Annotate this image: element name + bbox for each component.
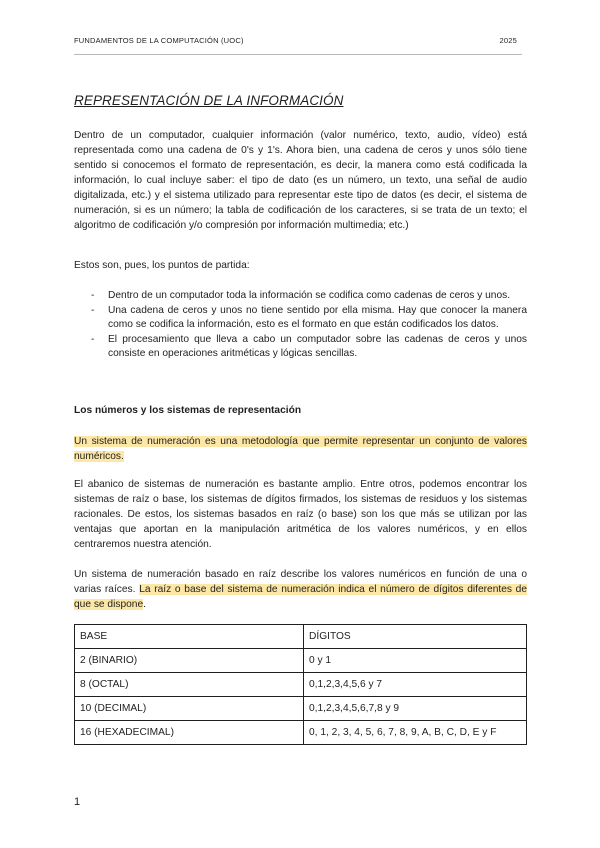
- list-item-text: El procesamiento que lleva a cabo un computador sobre las cadenas de ceros y unos consiste en operaciones aritméticas y lógicas sencillas.: [108, 333, 527, 359]
- starting-points-list: [74, 289, 527, 362]
- radix-text: Un sistema de numeración basado en raíz describe los valores numéricos en función de una o varias raíces.: [74, 569, 527, 595]
- table-cell: 0,1,2,3,4,5,6,7,8 y 9: [304, 697, 527, 721]
- list-item-text: Dentro de un computador toda la información se codifica como cadenas de ceros y unos.: [108, 290, 511, 301]
- page-number: 1: [74, 796, 81, 808]
- starting-points-paragraph: Estos son, pues, los puntos de partida:: [74, 260, 250, 271]
- bullet-dash: -: [91, 290, 95, 301]
- table-cell: 10 (DECIMAL): [75, 697, 304, 721]
- table-header-cell: BASE: [75, 625, 304, 649]
- table-cell: 8 (OCTAL): [75, 673, 304, 697]
- bullet-dash: -: [91, 333, 95, 345]
- definition-paragraph: [74, 434, 527, 464]
- list-item: [74, 289, 527, 304]
- section-title: Los números y los sistemas de representación: [74, 405, 302, 416]
- page-title: REPRESENTACIÓN DE LA INFORMACIÓN: [74, 93, 344, 108]
- highlighted-radix-definition: La raíz o base del sistema de numeración indica el número de dígitos diferentes de que se dispone: [74, 584, 527, 610]
- highlighted-definition: Un sistema de numeración es una metodología que permite representar un conjunto de valores numéricos.: [74, 436, 527, 462]
- page-header: [74, 36, 517, 48]
- table-row: [75, 721, 527, 745]
- list-item: [74, 333, 527, 362]
- radix-paragraph: [74, 567, 527, 612]
- table-row: [75, 697, 527, 721]
- list-item: [74, 304, 527, 333]
- table-row: [75, 649, 527, 673]
- table-cell: 0, 1, 2, 3, 4, 5, 6, 7, 8, 9, A, B, C, D, E y F: [304, 721, 527, 745]
- range-paragraph: El abanico de sistemas de numeración es bastante amplio. Entre otros, podemos encontrar los sistemas de raíz o base, los sistemas de dígitos firmados, los sistemas de residuos y los sistemas racionales. De estos, los sistemas basados en raíz (o base) son los que más se utilizan por las ventajas que aportan en la manipulación aritmética de los valores numéricos, y en ellos centraremos nuestra atención.: [74, 479, 527, 550]
- table-cell: 0,1,2,3,4,5,6 y 7: [304, 673, 527, 697]
- table-cell: 2 (BINARIO): [75, 649, 304, 673]
- bullet-dash: -: [91, 304, 95, 316]
- table-header-row: [75, 625, 527, 649]
- table-cell: 16 (HEXADECIMAL): [75, 721, 304, 745]
- list-item-text: Una cadena de ceros y unos no tiene sentido por ella misma. Hay que conocer la manera como se codifica la información, esto es el formato en que están codificados los datos.: [108, 304, 527, 330]
- header-course-title: FUNDAMENTOS DE LA COMPUTACIÓN (UOC): [74, 36, 244, 45]
- bases-table: [74, 624, 527, 745]
- header-divider: [74, 54, 522, 55]
- table-row: [75, 673, 527, 697]
- table-cell: 0 y 1: [304, 649, 527, 673]
- intro-paragraph: Dentro de un computador, cualquier información (valor numérico, texto, audio, vídeo) está representada como una cadena de 0's y 1's. Ahora bien, una cadena de ceros y unos sólo tiene sentido si conocemos el formato de representación, es decir, la manera como está codificada la información, lo cual incluye saber: el tipo de dato (es un número, un texto, una señal de audio digitalizada, etc.) y el sistema utilizado para representar este tipo de datos (es decir, el sistema de numeración, si es un número; la tabla de codificación de los caracteres, si se trata de un texto; el algoritmo de codificación y/o compresión por información multimedia; etc.): [74, 130, 527, 231]
- radix-end: .: [143, 599, 146, 610]
- header-year: 2025: [499, 36, 517, 45]
- table-header-cell: DÍGITOS: [304, 625, 527, 649]
